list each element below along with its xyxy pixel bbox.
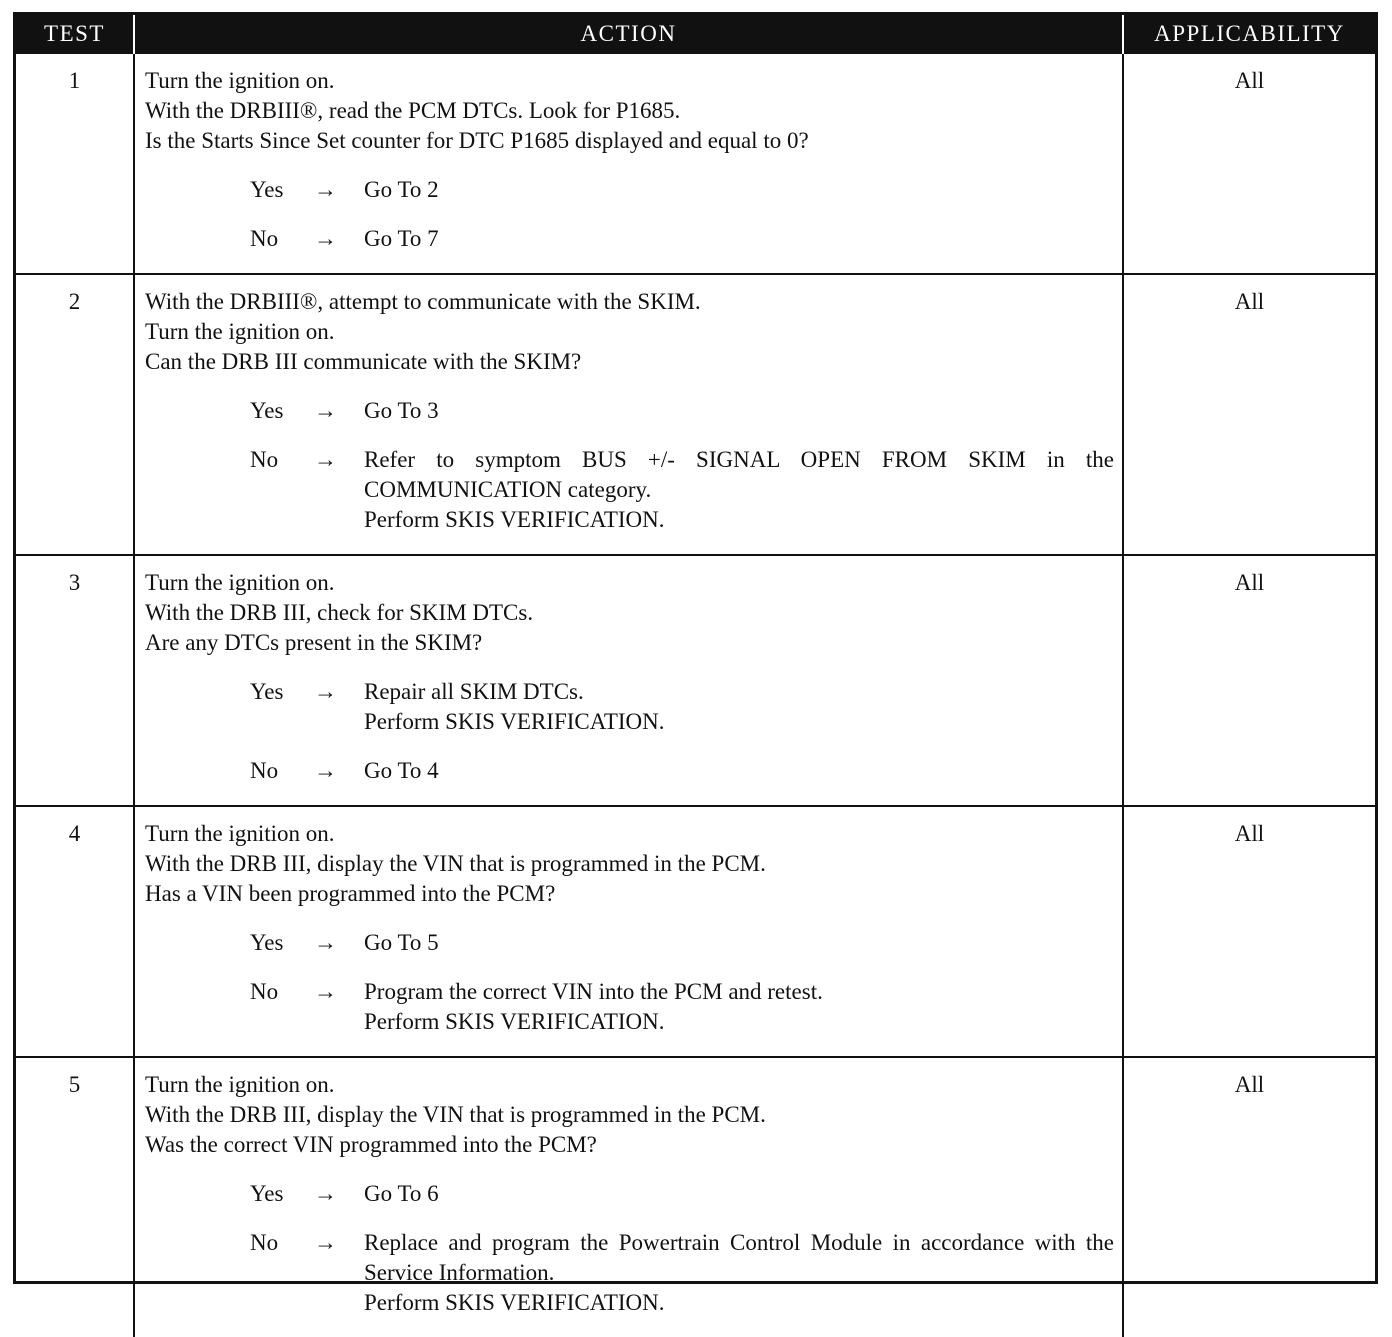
applicability: All (1123, 274, 1375, 555)
header-row (16, 15, 1375, 53)
applicability: All (1123, 555, 1375, 806)
arrow-icon: → (314, 1181, 337, 1206)
header-applicability: APPLICABILITY (1123, 15, 1375, 53)
applicability: All (1123, 806, 1375, 1057)
table-row (16, 1057, 1375, 1337)
test-number: 4 (16, 806, 134, 1057)
answer-label: Yes (250, 1181, 284, 1206)
action-cell (134, 274, 1123, 555)
table-body (16, 53, 1375, 1337)
answer-line: Go To 2 (364, 177, 439, 202)
answer-text (364, 977, 1114, 1037)
test-number: 2 (16, 274, 134, 555)
answer-line: Perform SKIS VERIFICATION. (364, 1290, 665, 1315)
arrow-icon: → (314, 398, 337, 423)
answer-yes (145, 1179, 1114, 1209)
action-cell (134, 555, 1123, 806)
action-line: Has a VIN been programmed into the PCM? (145, 881, 556, 906)
table-row (16, 806, 1375, 1057)
answer-label: Yes (250, 930, 284, 955)
action-line: Turn the ignition on. (145, 68, 335, 93)
table-row (16, 274, 1375, 555)
arrow-icon: → (314, 177, 337, 202)
answer-line: Go To 5 (364, 930, 439, 955)
test-table (16, 15, 1375, 1337)
answer-line: Repair all SKIM DTCs. (364, 679, 584, 704)
action-line: With the DRBIII®, read the PCM DTCs. Look for P1685. (145, 98, 681, 123)
answer-no (145, 977, 1114, 1037)
action-line: Are any DTCs present in the SKIM? (145, 630, 483, 655)
test-number: 1 (16, 53, 134, 274)
answer-line: Perform SKIS VERIFICATION. (364, 507, 665, 532)
answer-text (364, 1179, 1114, 1209)
header-test: TEST (16, 15, 134, 53)
answer-yes (145, 175, 1114, 205)
answer-label: No (250, 979, 279, 1004)
answer-line: Go To 4 (364, 758, 439, 783)
action-line: Turn the ignition on. (145, 570, 335, 595)
action-cell (134, 806, 1123, 1057)
action-line: With the DRB III, display the VIN that is programmed in the PCM. (145, 851, 766, 876)
action-line: Turn the ignition on. (145, 1072, 335, 1097)
action-cell (134, 53, 1123, 274)
answer-line: Replace and program the Powertrain Control Module in accordance with the Service Information. (364, 1230, 1114, 1285)
answer-text (364, 396, 1114, 426)
answer-text (364, 756, 1114, 786)
table-row (16, 555, 1375, 806)
answer-no (145, 756, 1114, 786)
diagnostic-test-table (13, 12, 1378, 1315)
action-line: Can the DRB III communicate with the SKIM? (145, 349, 582, 374)
answer-no (145, 224, 1114, 254)
answer-line: Go To 3 (364, 398, 439, 423)
answers (145, 396, 1114, 535)
answer-label: No (250, 758, 279, 783)
answer-yes (145, 928, 1114, 958)
answers (145, 677, 1114, 786)
action-line: With the DRB III, check for SKIM DTCs. (145, 600, 534, 625)
answer-text (364, 928, 1114, 958)
answer-label: Yes (250, 398, 284, 423)
answers (145, 928, 1114, 1037)
answer-line: Go To 6 (364, 1181, 439, 1206)
arrow-icon: → (314, 979, 337, 1004)
applicability: All (1123, 53, 1375, 274)
answer-line: Go To 7 (364, 226, 439, 251)
arrow-icon: → (314, 447, 337, 472)
action-line: Was the correct VIN programmed into the PCM? (145, 1132, 597, 1157)
answer-label: Yes (250, 679, 284, 704)
test-number: 5 (16, 1057, 134, 1337)
answers (145, 1179, 1114, 1318)
answer-label: No (250, 447, 279, 472)
answer-yes (145, 677, 1114, 737)
action-cell (134, 1057, 1123, 1337)
answer-no (145, 445, 1114, 535)
action-line: With the DRB III, display the VIN that is programmed in the PCM. (145, 1102, 766, 1127)
arrow-icon: → (314, 1230, 337, 1255)
answer-text (364, 677, 1114, 737)
arrow-icon: → (314, 226, 337, 251)
answer-label: No (250, 1230, 279, 1255)
answer-line: Perform SKIS VERIFICATION. (364, 709, 665, 734)
answer-line: Perform SKIS VERIFICATION. (364, 1009, 665, 1034)
action-line: Turn the ignition on. (145, 821, 335, 846)
answer-line: Program the correct VIN into the PCM and retest. (364, 979, 823, 1004)
arrow-icon: → (314, 930, 337, 955)
answer-label: No (250, 226, 279, 251)
answer-label: Yes (250, 177, 284, 202)
answer-text (364, 175, 1114, 205)
answer-line: Refer to symptom BUS +/- SIGNAL OPEN FROM SKIM in the COMMUNICATION category. (364, 447, 1114, 502)
answer-text (364, 1228, 1114, 1318)
table-row (16, 53, 1375, 274)
test-number: 3 (16, 555, 134, 806)
action-line: With the DRBIII®, attempt to communicate with the SKIM. (145, 289, 701, 314)
header-action: ACTION (134, 15, 1123, 53)
arrow-icon: → (314, 758, 337, 783)
answer-yes (145, 396, 1114, 426)
answers (145, 175, 1114, 254)
answer-no (145, 1228, 1114, 1318)
answer-text (364, 445, 1114, 535)
answer-text (364, 224, 1114, 254)
action-line: Turn the ignition on. (145, 319, 335, 344)
arrow-icon: → (314, 679, 337, 704)
applicability: All (1123, 1057, 1375, 1337)
action-line: Is the Starts Since Set counter for DTC P1685 displayed and equal to 0? (145, 128, 809, 153)
